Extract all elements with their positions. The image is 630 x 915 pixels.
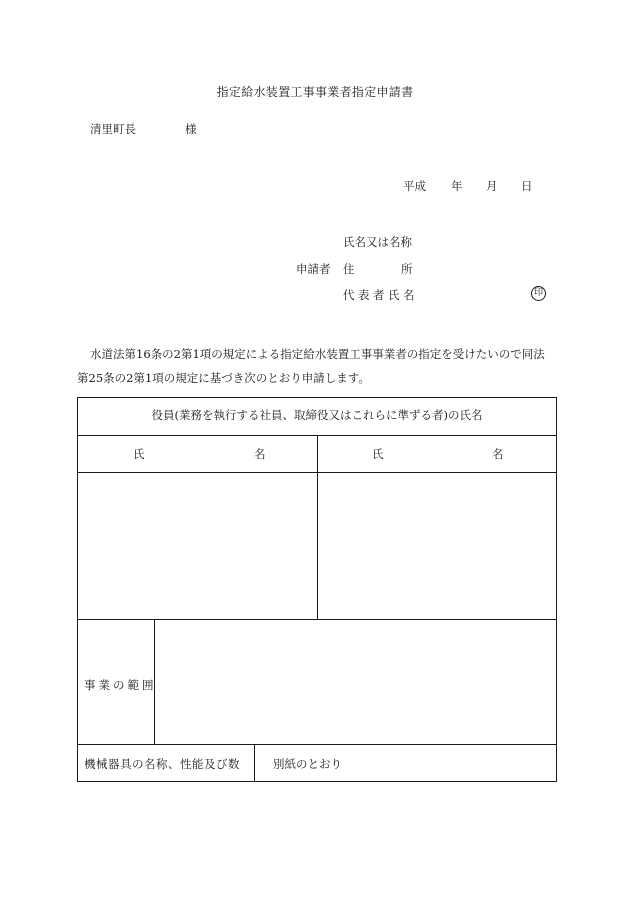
applicant-label: 申請者 (296, 262, 331, 276)
table-divider (78, 619, 556, 620)
date-day-label: 日 (521, 179, 533, 193)
scope-label: 事業の範囲 (84, 678, 157, 692)
table-divider (78, 472, 556, 473)
date-month-label: 月 (486, 179, 498, 193)
addressee: 清里町長 (90, 122, 136, 136)
col-left-surname: 氏 (133, 447, 145, 461)
date-era: 平成 (403, 179, 426, 193)
body-text-line2: 第25条の2第1項の規定に基づき次のとおり申請します。 (77, 371, 370, 385)
representative-label: 代表者氏名 (343, 288, 418, 302)
table-divider (78, 744, 556, 745)
col-right-given: 名 (492, 447, 504, 461)
column-divider (317, 435, 318, 620)
col-right-surname: 氏 (372, 447, 384, 461)
equipment-divider (254, 744, 255, 782)
equipment-label: 機械器具の名称、性能及び数 (84, 757, 240, 771)
col-left-given: 名 (254, 447, 266, 461)
address-label-part2: 所 (401, 262, 413, 276)
seal-mark-icon: 印 (531, 286, 546, 301)
document-title: 指定給水装置工事事業者指定申請書 (216, 85, 414, 99)
equipment-value: 別紙のとおり (273, 757, 342, 771)
honorific: 様 (185, 122, 197, 136)
date-year-label: 年 (451, 179, 463, 193)
body-text-line1: 水道法第16条の2第1項の規定による指定給水装置工事事業者の指定を受けたいので同法 (90, 347, 545, 361)
officers-header: 役員(業務を執行する社員、取締役又はこれらに準ずる者)の氏名 (151, 408, 483, 422)
application-table (77, 397, 557, 782)
applicant-name-label: 氏名又は名称 (343, 235, 412, 249)
address-label-part1: 住 (343, 262, 355, 276)
